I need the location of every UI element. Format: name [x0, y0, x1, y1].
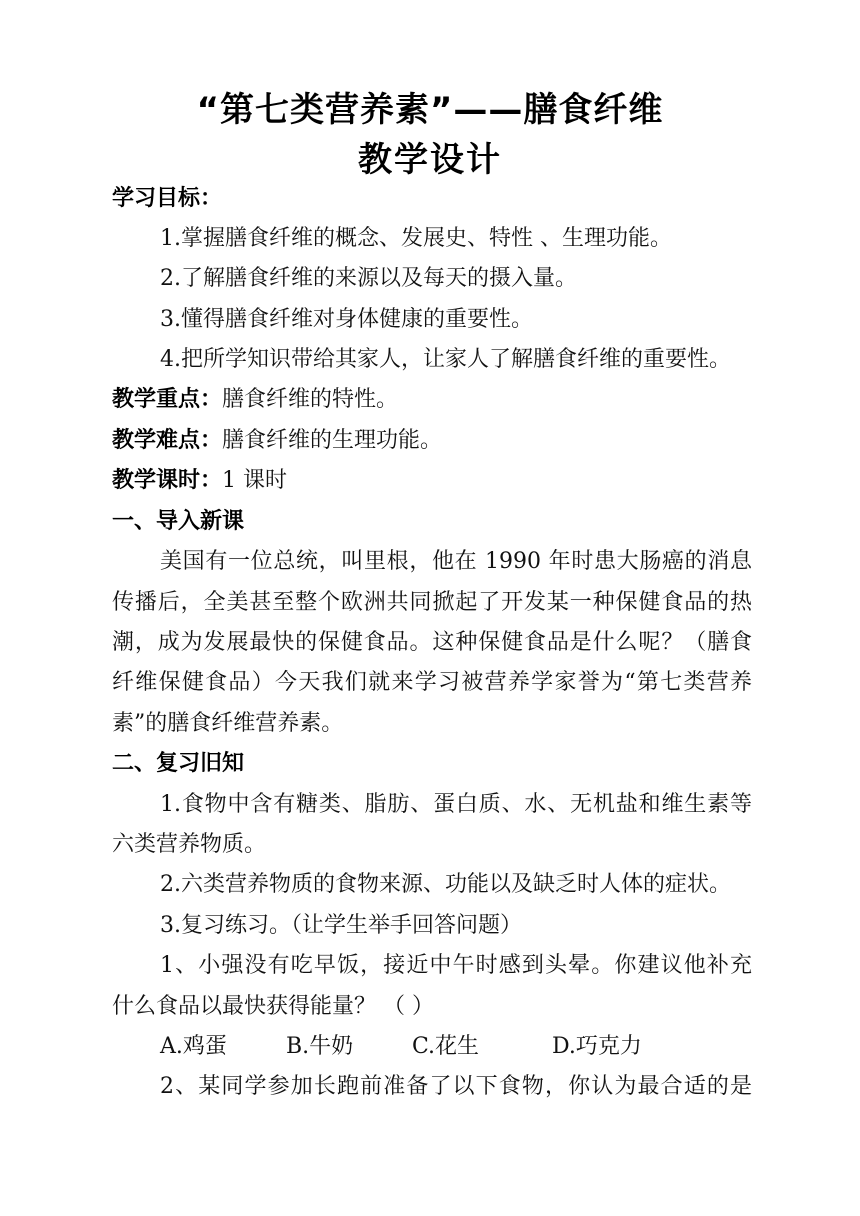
paragraph-line: 2.六类营养物质的食物来源、功能以及缺乏时人体的症状。 — [160, 872, 731, 897]
question-1-options — [160, 1032, 752, 1062]
option-d: D.巧克力 — [552, 1034, 642, 1059]
key-point-label: 教学重点： — [112, 387, 223, 412]
paragraph-line: 纤维保健食品）今天我们就来学习被营养学家誉为“第七类营养 — [112, 670, 752, 695]
paragraph-line: 3.复习练习。（让学生举手回答问题） — [160, 913, 522, 938]
key-point-text: 膳食纤维的特性。 — [222, 387, 399, 412]
document-subtitle: 教学设计 — [358, 140, 502, 180]
objective-item: 4.把所学知识带给其家人，让家人了解膳食纤维的重要性。 — [160, 347, 731, 372]
class-hours — [112, 466, 752, 496]
paragraph-line: 美国有一位总统，叫里根，他在 1990 年时患大肠癌的消息 — [160, 549, 752, 574]
objective-item: 3.懂得膳食纤维对身体健康的重要性。 — [160, 307, 533, 332]
key-point — [112, 385, 752, 415]
option-a: A.鸡蛋 — [160, 1034, 227, 1059]
section2-heading: 二、复习旧知 — [112, 751, 245, 776]
difficulty-text: 膳食纤维的生理功能。 — [222, 428, 443, 453]
question-1-continued: 什么食品以最快获得能量？ （ ） — [112, 994, 434, 1019]
class-hours-label: 教学课时： — [112, 468, 223, 493]
paragraph-line: 潮，成为发展最快的保健食品。这种保健食品是什么呢？（膳食 — [112, 630, 752, 655]
class-hours-text: 1 课时 — [222, 468, 288, 493]
document-title: “第七类营养素”——膳食纤维 — [196, 90, 664, 130]
objectives-heading: 学习目标： — [112, 186, 223, 211]
objective-item: 1.掌握膳食纤维的概念、发展史、特性 、生理功能。 — [160, 226, 672, 251]
difficulty-label: 教学难点： — [112, 428, 223, 453]
paragraph-line: 传播后，全美甚至整个欧洲共同掀起了开发某一种保健食品的热 — [112, 590, 752, 615]
paragraph-line: 1.食物中含有糖类、脂肪、蛋白质、水、无机盐和维生素等 — [160, 792, 752, 817]
objective-item: 2.了解膳食纤维的来源以及每天的摄入量。 — [160, 266, 577, 291]
paragraph-line: 六类营养物质。 — [112, 832, 267, 857]
section1-heading: 一、导入新课 — [112, 509, 245, 534]
option-b: B.牛奶 — [286, 1034, 354, 1059]
difficulty — [112, 426, 752, 456]
question-2: 2、某同学参加长跑前准备了以下食物，你认为最合适的是 — [160, 1074, 752, 1099]
question-1: 1、小强没有吃早饭，接近中午时感到头晕。你建议他补充 — [160, 953, 752, 978]
option-c: C.花生 — [412, 1034, 480, 1059]
paragraph-line: 素”的膳食纤维营养素。 — [112, 711, 344, 736]
